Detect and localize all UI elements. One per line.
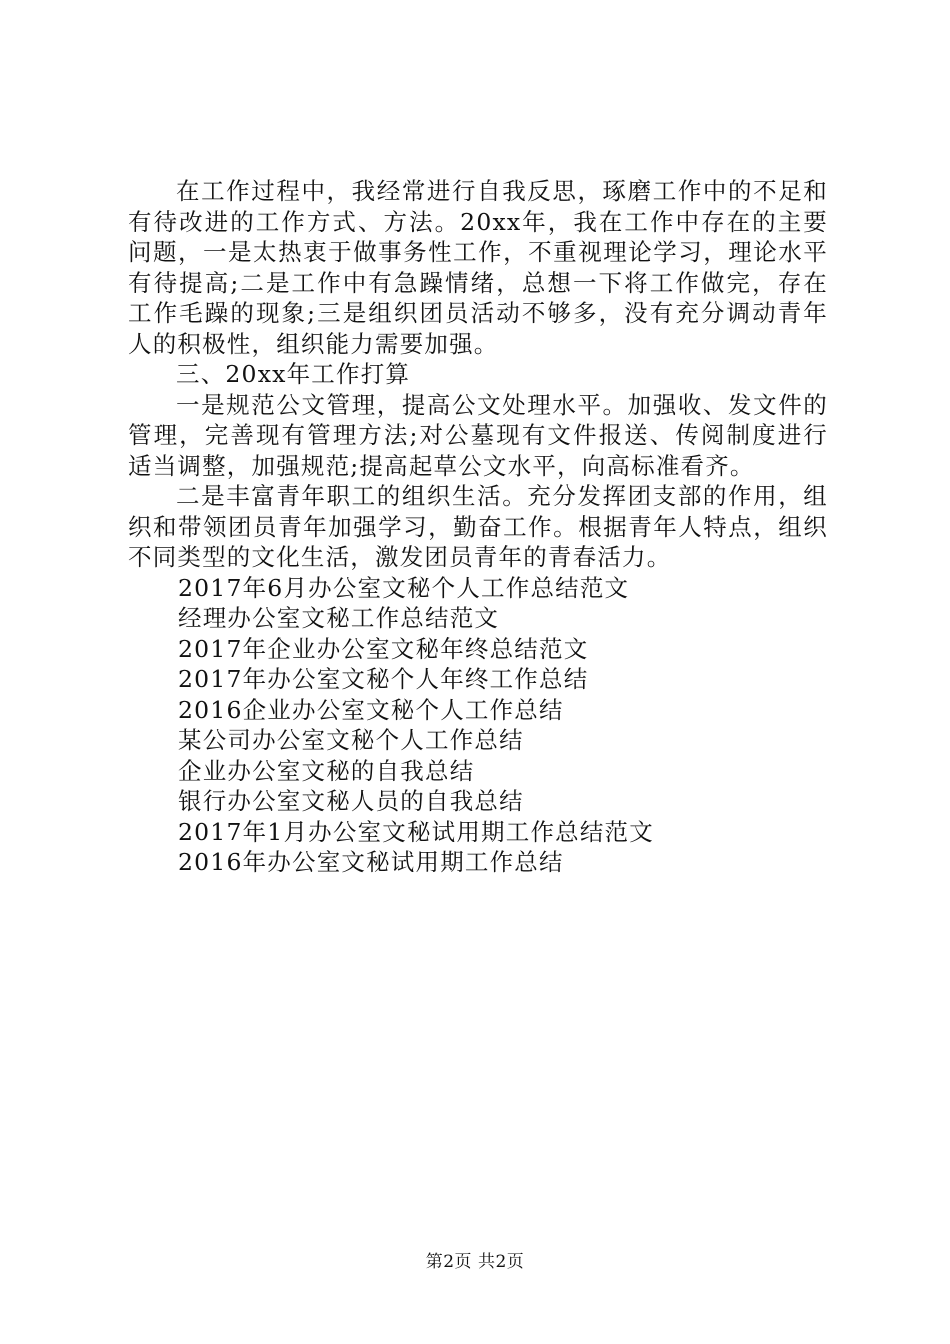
related-link[interactable]: 2016企业办公室文秘个人工作总结 [178,695,564,724]
related-link[interactable]: 企业办公室文秘的自我总结 [178,756,475,785]
related-link[interactable]: 2017年6月办公室文秘个人工作总结范文 [178,573,630,602]
document-body [128,176,828,878]
related-link[interactable]: 2017年企业办公室文秘年终总结范文 [178,634,589,663]
related-links-list [128,573,828,878]
page-footer: 第2页 共2页 [425,1252,525,1272]
related-link[interactable]: 某公司办公室文秘个人工作总结 [178,726,524,754]
paragraph-reflection: 在工作过程中，我经常进行自我反思，琢磨工作中的不足和有待改进的工作方式、方法。20xx年，我在工作中存在的主要问题，一是太热衷于做事务性工作，不重视理论学习，理论水平有待提高;二是工作中有急躁情绪，总想一下将工作做完，存在工作毛躁的现象;三是组织团员活动不够多，没有充分调动青年人的积极性，组织能力需要加强。 [128,177,828,358]
paragraph-plan-2: 二是丰富青年职工的组织生活。充分发挥团支部的作用，组织和带领团员青年加强学习，勤奋工作。根据青年人特点，组织不同类型的文化生活，激发团员青年的青春活力。 [128,482,828,571]
related-link[interactable]: 2017年1月办公室文秘试用期工作总结范文 [178,817,654,846]
section-heading: 三、20xx年工作打算 [176,360,411,388]
related-link[interactable]: 经理办公室文秘工作总结范文 [178,604,500,632]
related-link[interactable]: 2017年办公室文秘个人年终工作总结 [178,665,589,693]
paragraph-plan-1: 一是规范公文管理，提高公文处理水平。加强收、发文件的管理，完善现有管理方法;对公墓现有文件报送、传阅制度进行适当调整，加强规范;提高起草公文水平，向高标准看齐。 [128,390,828,480]
related-link[interactable]: 银行办公室文秘人员的自我总结 [178,787,524,815]
related-link[interactable]: 2016年办公室文秘试用期工作总结 [178,848,564,876]
